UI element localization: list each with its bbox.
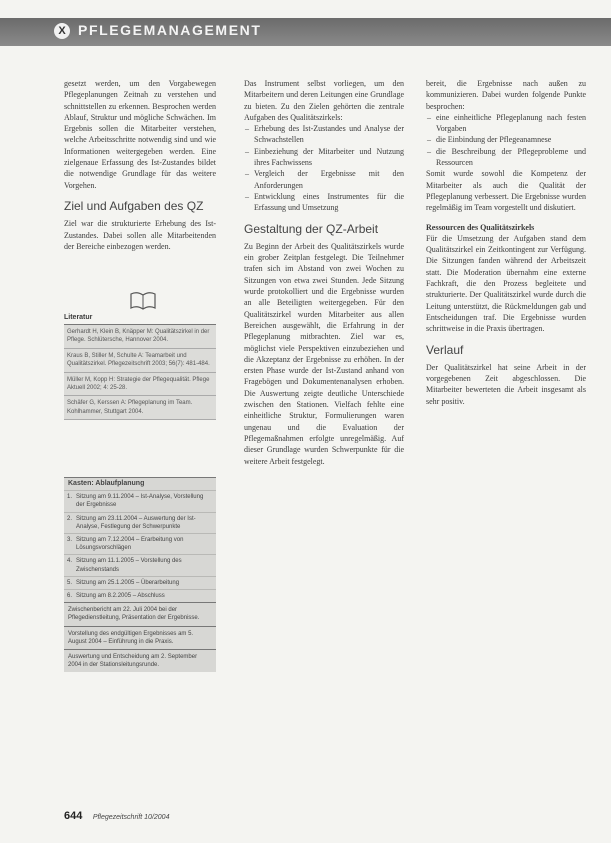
list-item: – die Einbindung der Pflegeanamnese (436, 134, 586, 145)
list-item: – Entwicklung eines Instrumentes für die Erfassung und Umsetzung (254, 191, 404, 214)
literature-item: Kraus B, Stiller M, Schulte A: Teamarbeit und Qualitätszirkel. Pflegezeitschrift 2003; 56(7): 481-484. (64, 349, 216, 373)
literature-item: Gerhardt H, Klein B, Knäpper M: Qualitätszirkel in der Pflege. Schlütersche, Hannover 2004. (64, 325, 216, 349)
list-item: – eine einheitliche Pflegeplanung nach festen Vorgaben (436, 112, 586, 135)
col3-list (426, 112, 586, 168)
schedule-box (64, 477, 216, 672)
col1-text: Ziel war die strukturierte Erhebung des Ist-Zustandes. Dabei sollen alle Mitarbeitenden der Bereiche einbezogen werden. (64, 219, 216, 251)
literature-box (64, 290, 216, 462)
col3-subhead: Ressourcen des Qualitätszirkels (426, 222, 535, 232)
col1-heading: Ziel und Aufgaben des QZ (64, 198, 204, 213)
row-number: 6. (67, 593, 73, 600)
list-item: – die Beschreibung der Pflegeprobleme und Ressourcen (436, 146, 586, 169)
journal-name: Pflegezeitschrift 10/2004 (92, 814, 170, 821)
schedule-row (64, 533, 216, 554)
row-text: Sitzung am 23.11.2004 – Auswertung der Ist-Analyse, Festlegung der Schwerpunkte (76, 515, 196, 530)
col2-top: Das Instrument selbst vorliegen, um den Mitarbeitern und deren Leitungen eine Grundlage zu bieten. Zu den Zielen gehörten die zentrale Aufgaben des Qualitätszirkels: (244, 79, 404, 122)
col3-end: Der Qualitätszirkel hat seine Arbeit in der vorgegebenen Zeit abgeschlossen. Die Mitarbeiter bewerteten die Arbeit insgesamt als sehr positiv. (426, 362, 586, 406)
section-header (0, 18, 611, 48)
literature-item: Schäfer G, Kerssen A: Pflegeplanung im Team. Kohlhammer, Stuttgart 2004. (64, 396, 216, 420)
section-badge-icon: X (54, 23, 70, 39)
row-text: Sitzung am 11.1.2005 – Vorstellung des Zwischenstands (76, 558, 182, 573)
schedule-row (64, 589, 216, 602)
list-item: – Einbeziehung der Mitarbeiter und Nutzung ihres Fachwissens (254, 146, 404, 169)
row-text: Sitzung am 8.2.2005 – Abschluss (76, 593, 165, 600)
row-number: 4. (67, 558, 73, 565)
row-text: Sitzung am 7.12.2004 – Erarbeitung von Lösungsvorschlägen (76, 537, 184, 552)
col1-intro: gesetzt werden, um den Vorgabewegen Pflegeplanungen Zeitnah zu verstehen und schnittstellen zu erkennen. Besprochen werden Ablauf, Struktur und mögliche Schwächen. Im Ergebnis sollen die Mitarbeiter verstehen, welche Arbeitsschritte notwendig sind und wie Informationen weitergegeben werden. Eine zielgenaue Erfassung des Ist-Zustandes bildet die notwendige Grundlage für das weitere Vorgehen. (64, 79, 216, 190)
literature-item: Müller M, Kopp H: Strategie der Pflegequalität. Pflege Aktuell 2002; 4: 25-28. (64, 373, 216, 397)
col2-list (244, 123, 404, 213)
open-book-icon (130, 290, 156, 310)
literature-title: Literatur (64, 314, 93, 321)
section-title: PFLEGEMANAGEMENT (78, 22, 262, 38)
literature-list (64, 324, 216, 420)
column-2 (244, 78, 404, 467)
row-text: Sitzung am 25.1.2005 – Überarbeitung (76, 579, 180, 586)
list-item: – Erhebung des Ist-Zustandes und Analyse der Schwachstellen (254, 123, 404, 146)
schedule-row (64, 490, 216, 511)
list-item: – Vergleich der Ergebnisse mit den Anforderungen (254, 168, 404, 191)
row-number: 1. (67, 494, 73, 501)
col3-body: Für die Umsetzung der Aufgaben stand dem Qualitätszirkel ein Zeitkontingent zur Verfügung. Die Sitzungen fanden während der Arbeitszeit statt. Die Moderation übernahm eine externe Fachkraft, die den Prozess begleitete und strukturierte. Der Qualitätszirkel wurde durch die Leitung unterstützt, die Rückmeldungen gab und Entscheidungen traf. Die Ergebnisse wurden schrittweise in die Praxis übertragen. (426, 233, 586, 334)
schedule-note: Auswertung und Entscheidung am 2. September 2004 in der Stationsleitungsrunde. (64, 649, 216, 672)
col2-heading: Gestaltung der QZ-Arbeit (244, 221, 379, 236)
column-3 (426, 78, 586, 407)
page-footer (64, 806, 169, 824)
row-number: 2. (67, 515, 73, 522)
schedule-row (64, 554, 216, 575)
col2-body: Zu Beginn der Arbeit des Qualitätszirkels wurde ein grober Zeitplan festgelegt. Die Teilnehmer trafen sich im Abstand von zwei Wochen zu Sitzungen von etwa zwei Stunden. Jede Sitzung wurde protokolliert und die Ergebnisse wurden an alle Beteiligten weitergegeben. Für den Qualitätszirkel wurden Mitarbeiter aus allen Bereichen ausgewählt, die Erfahrung in der Pflegeplanung mitbrachten. Ziel war es, möglichst viele Perspektiven einzubeziehen und die Akzeptanz der Ergebnisse zu erhöhen. In der ersten Phase wurde der Ist-Zustand anhand von Fragebögen und Dokumentenanalysen erhoben. Die Auswertung zeigte deutliche Unterschiede zwischen den Stationen. Vielfach fehlte eine einheitliche Struktur, Formulierungen waren ungenau und die Evaluation der Pflegemaßnahmen erfolgte unregelmäßig. Auf dieser Grundlage wurden Schwerpunkte für die weitere Arbeit festgelegt. (244, 241, 404, 466)
row-number: 3. (67, 537, 73, 544)
schedule-row (64, 512, 216, 533)
schedule-title: Kasten: Ablaufplanung (68, 480, 145, 487)
col3-heading: Verlauf (426, 342, 464, 357)
row-number: 5. (67, 579, 73, 586)
column-1 (64, 78, 216, 252)
page-number: 644 (64, 810, 83, 822)
col3-mid: Somit wurde sowohl die Kompetenz der Mitarbeiter als auch die Qualität der Pflegeplanung verbessert. Die Ergebnisse wurden regelmäßig im Team vorgestellt und diskutiert. (426, 169, 586, 213)
schedule-note: Zwischenbericht am 22. Juli 2004 bei der Pflegedienstleitung, Präsentation der Ergebnisse. (64, 602, 216, 625)
row-text: Sitzung am 9.11.2004 – Ist-Analyse, Vorstellung der Ergebnisse (76, 494, 204, 509)
schedule-note: Vorstellung des endgültigen Ergebnisses am 5. August 2004 – Einführung in die Praxis. (64, 626, 216, 649)
schedule-row (64, 576, 216, 589)
col3-top: bereit, die Ergebnisse nach außen zu kommunizieren. Dabei wurden folgende Punkte besprochen: (426, 79, 586, 111)
